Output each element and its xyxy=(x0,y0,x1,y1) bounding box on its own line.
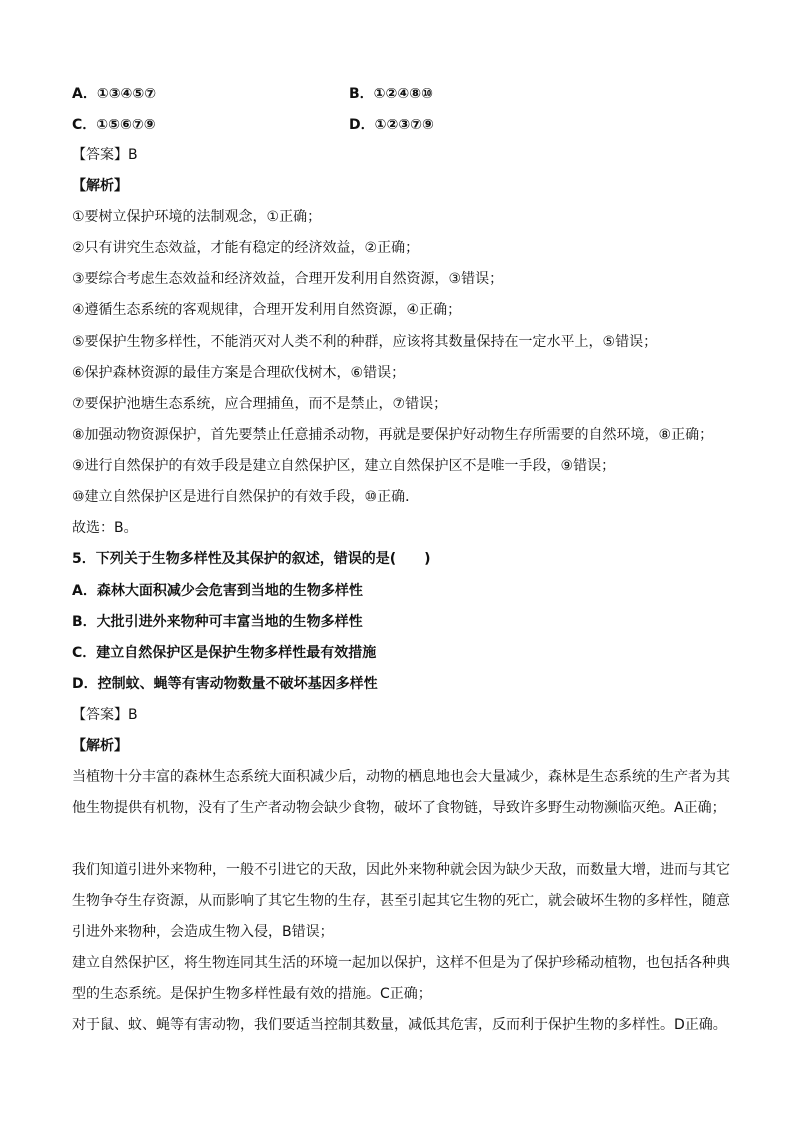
q4-analysis-heading: 【解析】 xyxy=(72,178,128,194)
q5-analysis-paragraph-b: 我们知道引进外来物种，一般不引进它的天敌，因此外来物种就会因为缺少天敌，而数量大增，进而与其它生物争夺生存资源，从而影响了其它生物的生存，甚至引起其它生物的死亡，就会破坏生物的多样性，随意引进外来物种，会造成生物入侵，B错误； xyxy=(72,862,730,940)
options-row-cd xyxy=(72,114,732,136)
q4-analysis-line: ④遵循生态系统的客观规律，合理开发利用自然资源，④正确； xyxy=(72,302,462,318)
q5-option-b: B．大批引进外来物种可丰富当地的生物多样性 xyxy=(72,614,363,630)
options-row-ab xyxy=(72,83,732,105)
q4-analysis-line: ⑦要保护池塘生态系统，应合理捕鱼，而不是禁止，⑦错误； xyxy=(72,396,448,412)
option-b: B．①②④⑧⑩ xyxy=(349,86,433,102)
q5-option-a: A．森林大面积减少会危害到当地的生物多样性 xyxy=(72,583,363,599)
q5-option-d: D．控制蚊、蝇等有害动物数量不破坏基因多样性 xyxy=(72,676,378,692)
q5-analysis-paragraph-d: 对于鼠、蚊、蝇等有害动物，我们要适当控制其数量，减低其危害，反而利于保护生物的多样性。D正确。 xyxy=(72,1017,727,1033)
q4-analysis-line: ③要综合考虑生态效益和经济效益，合理开发利用自然资源，③错误； xyxy=(72,271,504,287)
q4-analysis-line: ⑩建立自然保护区是进行自然保护的有效手段，⑩正确． xyxy=(72,489,420,505)
q4-analysis-line: ②只有讲究生态效益，才能有稳定的经济效益，②正确； xyxy=(72,240,420,256)
option-a: A．①③④⑤⑦ xyxy=(72,86,157,102)
q5-analysis-paragraph-a: 当植物十分丰富的森林生态系统大面积减少后，动物的栖息地也会大量减少，森林是生态系统的生产者为其他生物提供有机物，没有了生产者动物会缺少食物，破坏了食物链，导致许多野生动物濒临灭绝。A正确； xyxy=(72,769,730,816)
q4-analysis-line: ⑥保护森林资源的最佳方案是合理砍伐树木，⑥错误； xyxy=(72,365,406,381)
q4-analysis-line: ⑧加强动物资源保护，首先要禁止任意捕杀动物，再就是要保护好动物生存所需要的自然环境，⑧正确； xyxy=(72,427,714,443)
option-c: C．①⑤⑥⑦⑨ xyxy=(72,117,156,133)
q5-option-c: C．建立自然保护区是保护生物多样性最有效措施 xyxy=(72,645,377,661)
q5-analysis-paragraph-c: 建立自然保护区，将生物连同其生活的环境一起加以保护，这样不但是为了保护珍稀动植物，也包括各种典型的生态系统。是保护生物多样性最有效的措施。C正确； xyxy=(72,955,730,1002)
q5-answer: 【答案】B xyxy=(72,707,138,723)
option-d: D．①②③⑦⑨ xyxy=(349,117,434,133)
q5-analysis-heading: 【解析】 xyxy=(72,738,128,754)
q4-analysis-line: ⑨进行自然保护的有效手段是建立自然保护区，建立自然保护区不是唯一手段，⑨错误； xyxy=(72,458,616,474)
q4-answer: 【答案】B xyxy=(72,147,138,163)
q4-conclusion: 故选：B。 xyxy=(72,520,138,536)
q4-analysis-line: ①要树立保护环境的法制观念，①正确； xyxy=(72,209,322,225)
q4-analysis-line: ⑤要保护生物多样性，不能消灭对人类不利的种群，应该将其数量保持在一定水平上，⑤错误； xyxy=(72,334,658,350)
q5-question: 5．下列关于生物多样性及其保护的叙述，错误的是( ) xyxy=(72,551,431,567)
